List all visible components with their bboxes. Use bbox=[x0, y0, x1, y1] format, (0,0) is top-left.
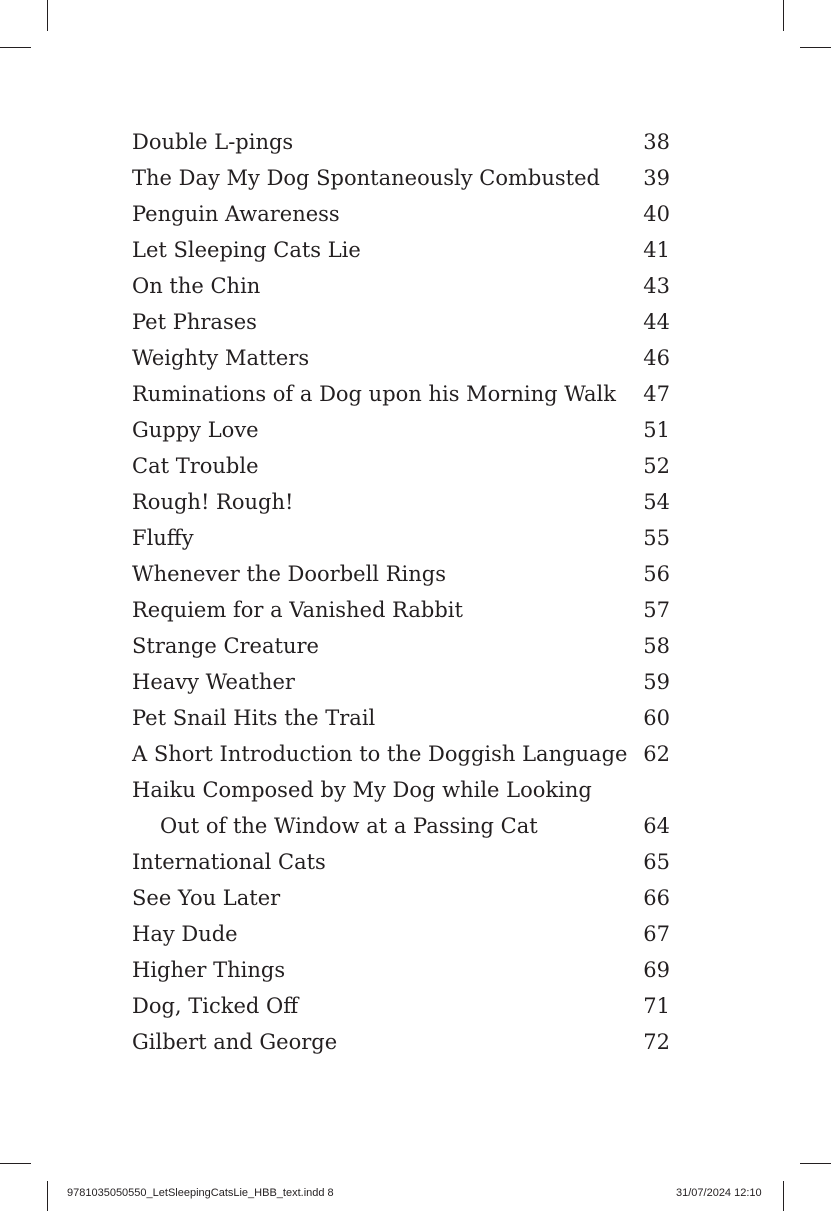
toc-entry-title: Dog, Ticked Off bbox=[132, 994, 299, 1018]
toc-entry-page-number: 65 bbox=[643, 850, 670, 874]
toc-entry-page-number: 67 bbox=[643, 922, 670, 946]
toc-entry bbox=[132, 1024, 670, 1060]
toc-entry-title: Requiem for a Vanished Rabbit bbox=[132, 598, 463, 622]
toc-entry-title: Let Sleeping Cats Lie bbox=[132, 238, 361, 262]
crop-mark-top-left-vertical bbox=[47, 0, 48, 31]
toc-entry-page-number: 71 bbox=[643, 994, 670, 1018]
toc-entry-continuation bbox=[132, 808, 670, 844]
toc-entry-title: Rough! Rough! bbox=[132, 490, 294, 514]
crop-mark-top-left-horizontal bbox=[0, 47, 31, 48]
toc-entry-page-number: 58 bbox=[643, 634, 670, 658]
toc-entry-page-number: 41 bbox=[643, 238, 670, 262]
toc-entry-page-number: 72 bbox=[643, 1030, 670, 1054]
toc-entry bbox=[132, 160, 670, 196]
toc-entry-page-number: 54 bbox=[643, 490, 670, 514]
toc-entry-title: Pet Phrases bbox=[132, 310, 257, 334]
toc-entry bbox=[132, 844, 670, 880]
crop-mark-bottom-left-horizontal bbox=[0, 1163, 31, 1164]
toc-entry bbox=[132, 664, 670, 700]
toc-entry bbox=[132, 556, 670, 592]
toc-entry bbox=[132, 448, 670, 484]
toc-entry-page-number: 39 bbox=[643, 166, 670, 190]
toc-entry-title: Higher Things bbox=[132, 958, 286, 982]
toc-entry bbox=[132, 484, 670, 520]
toc-entry bbox=[132, 592, 670, 628]
toc-entry-title: Weighty Matters bbox=[132, 346, 310, 370]
toc-entry-page-number: 40 bbox=[643, 202, 670, 226]
toc-entry-title: Ruminations of a Dog upon his Morning Walk bbox=[132, 382, 616, 406]
toc-entry-title: Penguin Awareness bbox=[132, 202, 340, 226]
toc-entry bbox=[132, 124, 670, 160]
toc-entry-page-number: 52 bbox=[643, 454, 670, 478]
toc-entry bbox=[132, 376, 670, 412]
toc-entry bbox=[132, 880, 670, 916]
toc-entry-page-number: 66 bbox=[643, 886, 670, 910]
toc-entry bbox=[132, 736, 670, 772]
toc-entry-page-number: 62 bbox=[643, 742, 670, 766]
toc-entry-title: The Day My Dog Spontaneously Combusted bbox=[132, 166, 600, 190]
toc-entry-title: Hay Dude bbox=[132, 922, 238, 946]
toc-entry bbox=[132, 916, 670, 952]
toc-entry bbox=[132, 520, 670, 556]
toc-entry-title: Strange Creature bbox=[132, 634, 319, 658]
crop-mark-top-right-vertical bbox=[783, 0, 784, 31]
toc-entry-title: A Short Introduction to the Doggish Language bbox=[132, 742, 628, 766]
slug-date-time: 31/07/2024 12:10 bbox=[676, 1187, 762, 1199]
toc-entry-page-number: 56 bbox=[643, 562, 670, 586]
toc-entry bbox=[132, 412, 670, 448]
toc-entry bbox=[132, 268, 670, 304]
toc-entry bbox=[132, 232, 670, 268]
toc-entry-page-number: 43 bbox=[643, 274, 670, 298]
table-of-contents bbox=[132, 124, 670, 1060]
toc-entry-title: International Cats bbox=[132, 850, 326, 874]
toc-entry-page-number: 44 bbox=[643, 310, 670, 334]
crop-mark-top-right-horizontal bbox=[800, 47, 831, 48]
toc-entry-page-number: 51 bbox=[643, 418, 670, 442]
toc-entry-title: See You Later bbox=[132, 886, 281, 910]
crop-mark-bottom-right-horizontal bbox=[800, 1163, 831, 1164]
toc-entry-page-number: 38 bbox=[643, 130, 670, 154]
toc-entry-page-number: 59 bbox=[643, 670, 670, 694]
toc-entry bbox=[132, 340, 670, 376]
toc-entry-title: Fluffy bbox=[132, 526, 194, 550]
toc-entry-page-number: 47 bbox=[643, 382, 670, 406]
crop-mark-bottom-left-vertical bbox=[47, 1181, 48, 1211]
toc-entry-title: Pet Snail Hits the Trail bbox=[132, 706, 376, 730]
toc-entry-title: Whenever the Doorbell Rings bbox=[132, 562, 446, 586]
toc-entry-page-number: 69 bbox=[643, 958, 670, 982]
crop-mark-bottom-right-vertical bbox=[783, 1181, 784, 1211]
toc-entry-page-number: 64 bbox=[643, 814, 670, 838]
toc-entry bbox=[132, 628, 670, 664]
toc-entry-title: Heavy Weather bbox=[132, 670, 295, 694]
toc-entry-title: Gilbert and George bbox=[132, 1030, 338, 1054]
toc-entry-title: Out of the Window at a Passing Cat bbox=[160, 814, 538, 838]
toc-entry bbox=[132, 952, 670, 988]
toc-entry-title: Double L-pings bbox=[132, 130, 294, 154]
toc-entry-page-number: 57 bbox=[643, 598, 670, 622]
toc-entry-page-number: 55 bbox=[643, 526, 670, 550]
toc-entry bbox=[132, 196, 670, 232]
toc-entry-title: Guppy Love bbox=[132, 418, 259, 442]
toc-entry bbox=[132, 772, 670, 808]
toc-entry-page-number: 60 bbox=[643, 706, 670, 730]
toc-entry bbox=[132, 700, 670, 736]
toc-entry-title: Haiku Composed by My Dog while Looking bbox=[132, 778, 592, 802]
toc-entry-page-number: 46 bbox=[643, 346, 670, 370]
toc-entry-title: Cat Trouble bbox=[132, 454, 259, 478]
toc-entry bbox=[132, 988, 670, 1024]
toc-entry-title: On the Chin bbox=[132, 274, 261, 298]
toc-entry bbox=[132, 304, 670, 340]
slug-file-name: 9781035050550_LetSleepingCatsLie_HBB_text.indd 8 bbox=[67, 1187, 334, 1199]
